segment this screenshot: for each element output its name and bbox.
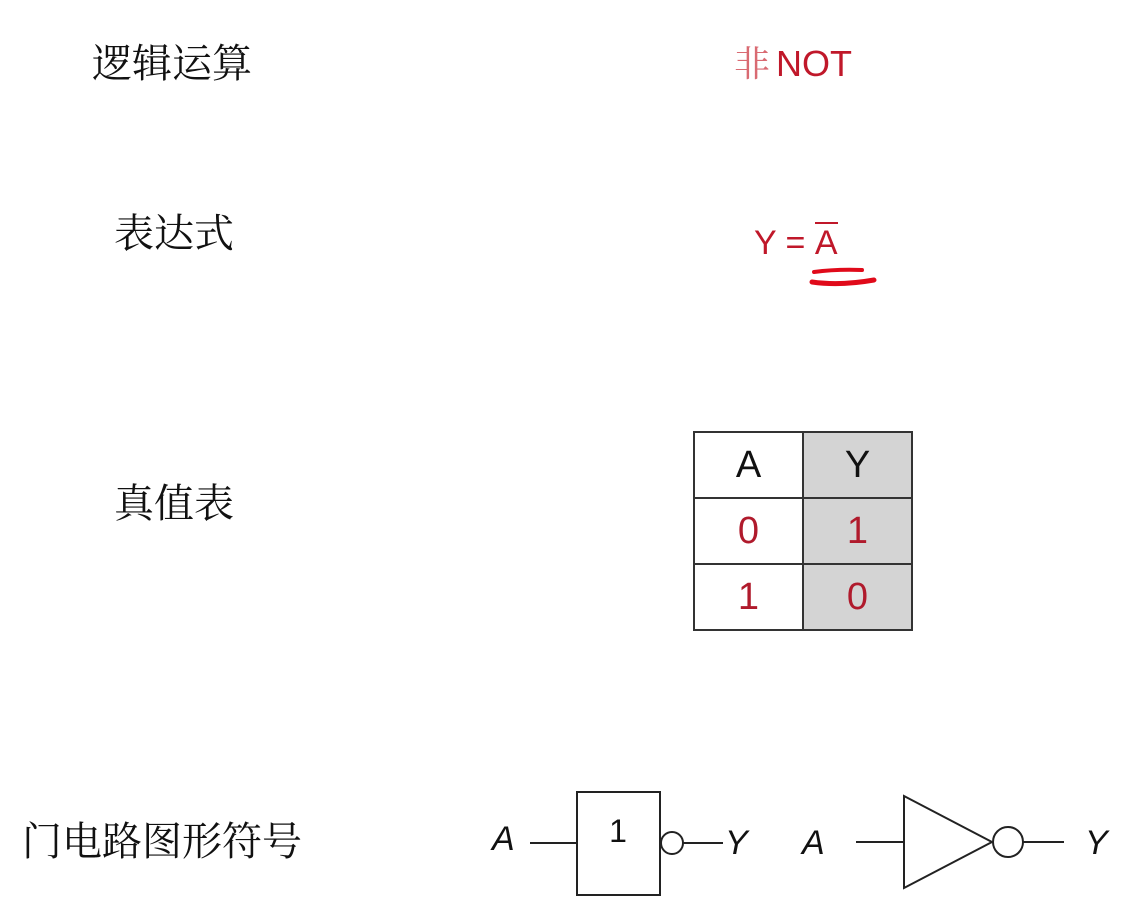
handwritten-underline: [800, 262, 880, 292]
truth-table-label: 真值表: [114, 481, 234, 527]
gate-symbols: [480, 780, 1120, 901]
not-title: [734, 43, 853, 85]
iec-inversion-bubble: [661, 832, 683, 854]
expression-lhs: Y =: [754, 224, 806, 262]
table-cell-a: 1: [694, 564, 803, 630]
ansi-gate-triangle: [904, 796, 992, 888]
not-title-en: NOT: [776, 43, 853, 84]
not-title-cn: 非: [734, 44, 771, 85]
ansi-input-label: A: [802, 824, 825, 862]
table-row: [694, 564, 912, 630]
table-header-y: Y: [803, 432, 912, 498]
table-header-row: [694, 432, 912, 498]
iec-output-label: Y: [725, 824, 748, 862]
not-expression: [754, 222, 838, 260]
table-row: [694, 498, 912, 564]
iec-input-label: A: [492, 820, 515, 858]
iec-box-label: 1: [609, 813, 627, 849]
table-cell-y: 0: [803, 564, 912, 630]
ansi-inversion-bubble: [993, 827, 1023, 857]
expression-operand-negated: A: [814, 224, 838, 262]
table-cell-a: 0: [694, 498, 803, 564]
expression-label: 表达式: [114, 211, 234, 257]
truth-table: [693, 431, 913, 631]
table-header-a: A: [694, 432, 803, 498]
ansi-output-label: Y: [1085, 824, 1108, 862]
table-cell-y: 1: [803, 498, 912, 564]
iec-not-gate: [490, 792, 750, 895]
ansi-not-gate: [800, 796, 1110, 888]
logic-operation-label: 逻辑运算: [92, 41, 252, 87]
gate-symbol-label: 门电路图形符号: [22, 819, 302, 865]
